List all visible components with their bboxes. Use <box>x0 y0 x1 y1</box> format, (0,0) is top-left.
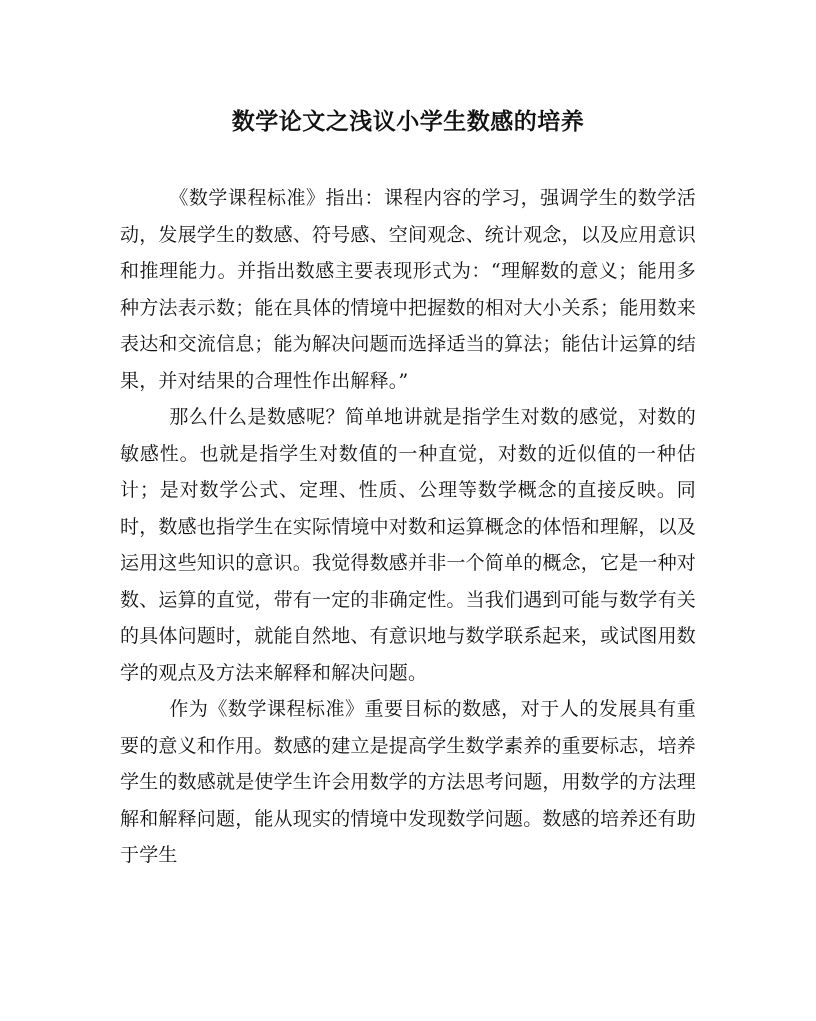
document-title: 数学论文之浅议小学生数感的培养 <box>231 108 585 135</box>
paragraph-1: 《数学课程标准》指出：课程内容的学习，强调学生的数学活动，发展学生的数感、符号感、空间观念、统计观念，以及应用意识和推理能力。并指出数感主要表现形式为：“理解数的意义；能用多种方法表示数；能在具体的情境中把握数的相对大小关系；能用数来表达和交流信息；能为解决问题而选择适当的算法；能估计运算的结果，并对结果的合理性作出解释。” <box>120 187 697 392</box>
paragraph-3: 作为《数学课程标准》重要目标的数感，对于人的发展具有重要的意义和作用。数感的建立是提高学生数学素养的重要标志，培养学生的数感就是使学生许会用数学的方法思考问题，用数学的方法理解和解释问题，能从现实的情境中发现数学问题。数感的培养还有助于学生 <box>120 698 697 866</box>
document-body <box>120 180 696 874</box>
paragraph-2: 那么什么是数感呢？简单地讲就是指学生对数的感觉，对数的敏感性。也就是指学生对数值的一种直觉，对数的近似值的一种估计；是对数学公式、定理、性质、公理等数学概念的直接反映。同时，数感也指学生在实际情境中对数和运算概念的体悟和理解，以及运用这些知识的意识。我觉得数感并非一个简单的概念，它是一种对数、运算的直觉，带有一定的非确定性。当我们遇到可能与数学有关的具体问题时，就能自然地、有意识地与数学联系起来，或试图用数学的观点及方法来解释和解决问题。 <box>120 406 697 684</box>
